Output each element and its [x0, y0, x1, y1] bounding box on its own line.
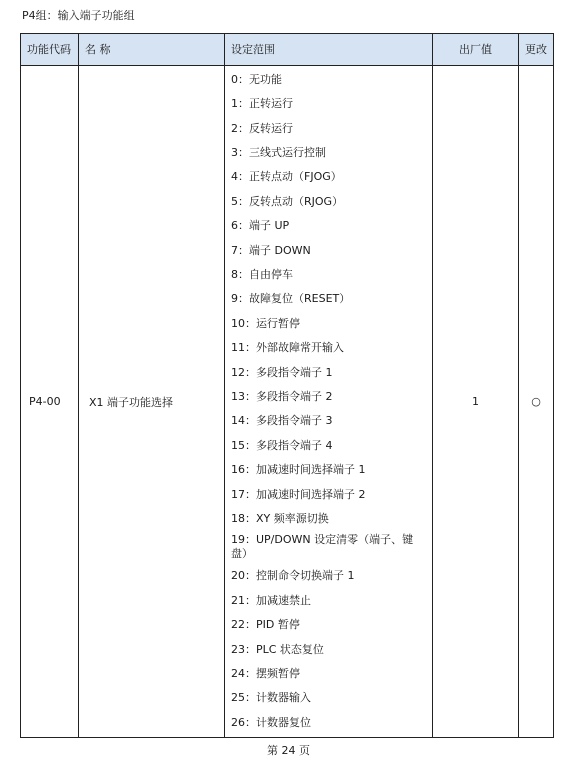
list-item: 19：UP/DOWN 设定清零（端子、键盘）: [231, 533, 414, 561]
table-header-row: [21, 34, 554, 66]
list-item: 18：XY 频率源切换: [231, 512, 329, 526]
factory-value: 1: [433, 66, 519, 738]
page-number: 第 24 页: [267, 744, 310, 757]
header-code: 功能代码: [21, 34, 79, 66]
list-item: 6：端子 UP: [231, 219, 290, 233]
list-item: 12：多段指令端子 1: [231, 365, 333, 379]
list-item: 21：加减速禁止: [231, 593, 311, 607]
list-item: 5：反转点动（RJOG）: [231, 194, 344, 208]
group-title: P4组：输入端子功能组: [22, 9, 135, 22]
change-mark: ○: [519, 66, 554, 738]
list-item: 13：多段指令端子 2: [231, 390, 333, 403]
header-range: 设定范围: [225, 34, 433, 66]
list-item: 23：PLC 状态复位: [231, 642, 324, 656]
list-item: 24：摆频暂停: [231, 667, 300, 681]
list-item: 9：故障复位（RESET）: [231, 292, 351, 306]
list-item: 2：反转运行: [231, 121, 293, 135]
list-item: 25：计数器输入: [231, 691, 311, 705]
param-range: [225, 66, 433, 738]
header-change: 更改: [519, 34, 554, 66]
option-list: [225, 68, 432, 736]
list-item: 22：PID 暂停: [231, 618, 300, 632]
list-item: 16：加减速时间选择端子 1: [231, 463, 366, 477]
list-item: 3：三线式运行控制: [231, 145, 326, 159]
list-item: 0：无功能: [231, 72, 282, 86]
list-item: 8：自由停车: [231, 267, 293, 281]
list-item: 26：计数器复位: [231, 715, 311, 729]
list-item: 1：正转运行: [231, 97, 293, 111]
header-factory: 出厂值: [433, 34, 519, 66]
list-item: 11：外部故障常开输入: [231, 341, 344, 355]
list-item: 14：多段指令端子 3: [231, 414, 333, 428]
list-item: 15：多段指令端子 4: [231, 438, 333, 452]
list-item: 20：控制命令切换端子 1: [231, 569, 355, 583]
param-name: X1 端子功能选择: [79, 66, 225, 738]
list-item: 10：运行暂停: [231, 316, 300, 330]
parameter-table: [20, 33, 554, 738]
param-code: P4-00: [21, 66, 79, 738]
table-row: [21, 66, 554, 738]
list-item: 4：正转点动（FJOG）: [231, 170, 342, 184]
header-name: 名 称: [79, 34, 225, 66]
list-item: 17：加减速时间选择端子 2: [231, 487, 366, 501]
list-item: 7：端子 DOWN: [231, 243, 311, 257]
